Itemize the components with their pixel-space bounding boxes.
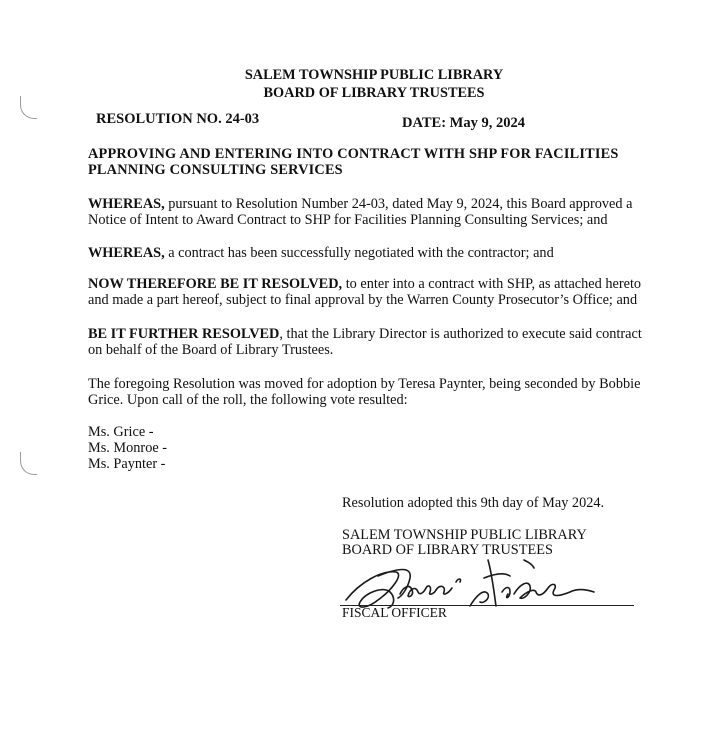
whereas-paragraph-1 [88,197,668,228]
whereas-paragraph-2 [88,246,668,262]
whereas-1-lead: WHEREAS, [88,196,165,212]
adoption-statement: Resolution adopted this 9th day of May 2024. [342,495,605,511]
board-name-heading [0,86,712,102]
library-name: SALEM TOWNSHIP PUBLIC LIBRARY [244,67,504,83]
resolved-2-line1 [88,327,668,343]
scan-edge-mark-bottom [20,452,37,475]
library-name-heading [0,68,712,84]
roll-call-list [88,424,668,472]
whereas-2-lead: WHEREAS, [88,245,165,261]
resolved-2-lead: BE IT FURTHER RESOLVED [88,326,280,342]
resolved-paragraph-2 [88,327,668,358]
signer-title: FISCAL OFFICER [342,605,447,620]
whereas-2-line1 [88,246,668,262]
resolution-title-line1: APPROVING AND ENTERING INTO CONTRACT WITH SHP FOR FACILITIES [88,146,619,162]
signature-org-line2: BOARD OF LIBRARY TRUSTEES [342,542,553,558]
vote-grice: Ms. Grice - [88,424,154,440]
whereas-2-text: a contract has been successfully negotiated with the contractor; and [164,245,554,261]
resolution-title-line2: PLANNING CONSULTING SERVICES [88,161,343,178]
resolved-1-text: to enter into a contract with SHP, as attached hereto [342,276,642,292]
resolved-1-lead: NOW THEREFORE BE IT RESOLVED, [88,276,343,292]
resolved-2-text: , that the Library Director is authorized to execute said contract [279,326,642,342]
resolved-1-line1 [88,277,668,293]
resolved-paragraph-1 [88,277,668,308]
whereas-1-text: pursuant to Resolution Number 24-03, dated May 9, 2024, this Board approved a [164,196,633,212]
resolution-title [88,147,668,178]
motion-line1: The foregoing Resolution was moved for adoption by Teresa Paynter, being seconded by Bobbie [88,376,641,392]
signature-org-line1: SALEM TOWNSHIP PUBLIC LIBRARY [342,527,587,543]
motion-line2: Grice. Upon call of the roll, the following vote resulted: [88,391,408,408]
vote-paynter: Ms. Paynter - [88,456,166,472]
motion-paragraph [88,377,668,408]
vote-monroe: Ms. Monroe - [88,440,168,456]
resolution-date: DATE: May 9, 2024 [402,115,525,131]
board-name: BOARD OF LIBRARY TRUSTEES [263,85,485,101]
resolved-2-line2: on behalf of the Board of Library Trustees. [88,341,334,358]
whereas-1-line1 [88,197,668,213]
resolved-1-line2: and made a part hereof, subject to final approval by the Warren County Prosecutor’s Office; and [88,291,638,308]
resolution-number: RESOLUTION NO. 24-03 [96,111,260,127]
whereas-1-line2: Notice of Intent to Award Contract to SHP for Facilities Planning Consulting Services; and [88,211,608,228]
